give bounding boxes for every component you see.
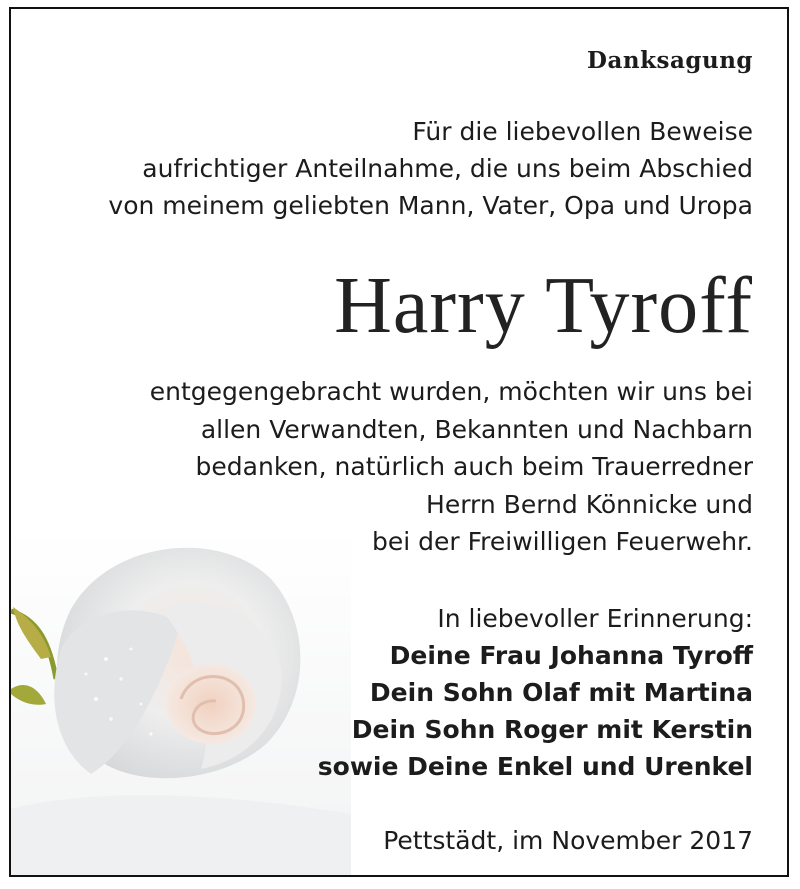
place-date: Pettstädt, im November 2017 bbox=[383, 826, 753, 855]
body-line: Herrn Bernd Könnicke und bbox=[426, 489, 753, 519]
obituary-frame bbox=[9, 7, 789, 877]
body-line: bei der Freiwilligen Feuerwehr. bbox=[371, 527, 753, 556]
deceased-name: Harry Tyroff bbox=[334, 262, 753, 350]
memory-line: In liebevoller Erinnerung: bbox=[437, 604, 753, 633]
body-line: allen Verwandten, Bekannten und Nachbarn bbox=[200, 414, 753, 444]
intro-line: von meinem geliebten Mann, Vater, Opa und Uropa bbox=[108, 191, 753, 220]
intro-text bbox=[108, 113, 753, 224]
white-rose-icon bbox=[11, 529, 351, 877]
body-line: entgegengebracht wurden, möchten wir uns bei bbox=[149, 377, 753, 406]
signer-line: Dein Sohn Roger mit Kerstin bbox=[351, 715, 753, 744]
intro-line: aufrichtiger Anteilnahme, die uns beim Abschied bbox=[142, 154, 753, 183]
signer-line: Deine Frau Johanna Tyroff bbox=[389, 641, 753, 670]
body-line: bedanken, natürlich auch beim Trauerredner bbox=[195, 452, 753, 481]
intro-line: Für die liebevollen Beweise bbox=[412, 117, 753, 146]
body-text bbox=[150, 373, 753, 561]
signer-line: Dein Sohn Olaf mit Martina bbox=[369, 678, 753, 707]
signers-list bbox=[318, 637, 753, 785]
notice-title: Danksagung bbox=[587, 47, 753, 74]
signer-line: sowie Deine Enkel und Urenkel bbox=[317, 752, 753, 781]
